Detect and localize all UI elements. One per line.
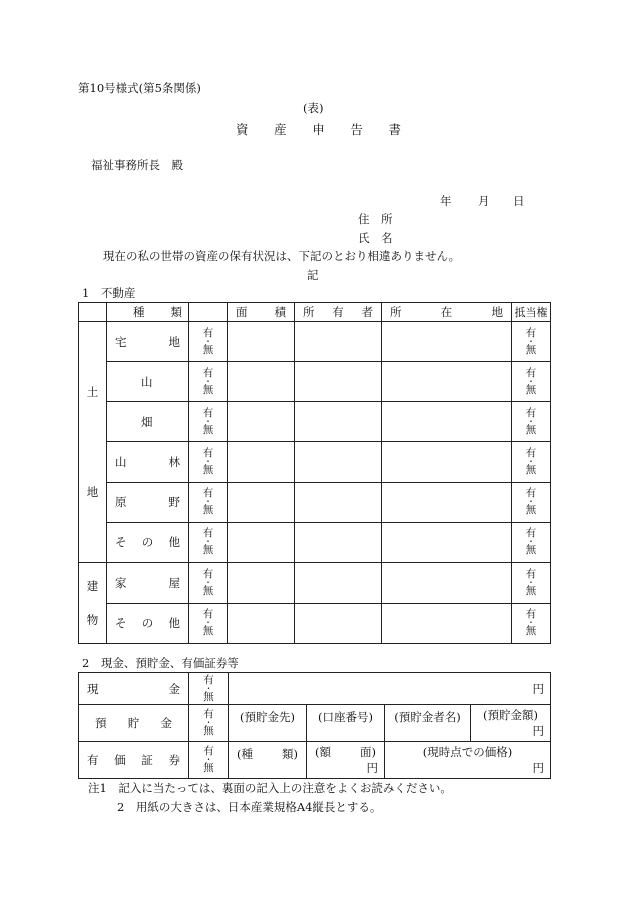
location-input[interactable] — [382, 322, 512, 362]
table-row — [79, 322, 551, 362]
section-money-heading: 2 現金、預貯金、有価証券等 — [82, 656, 239, 670]
kind-cell: 家 屋 — [107, 563, 189, 604]
area-input[interactable] — [228, 603, 295, 644]
mortgage-yes-no-toggle[interactable]: 有 ・ 無 — [512, 362, 551, 402]
title-char: 告 — [350, 122, 363, 137]
group-building-label: 建 物 — [79, 563, 107, 644]
mortgage-yes-no-toggle[interactable]: 有 ・ 無 — [512, 603, 551, 644]
yes-no-toggle[interactable]: 有 ・ 無 — [189, 482, 228, 522]
securities-label: 有 価 証 券 — [79, 742, 189, 779]
securities-current-value-input[interactable]: (現時点での価格) 円 — [385, 742, 551, 779]
owner-input[interactable] — [295, 482, 382, 522]
location-input[interactable] — [382, 362, 512, 402]
yes-no-toggle[interactable]: 有 ・ 無 — [189, 673, 229, 705]
date-month-label: 月 — [478, 194, 490, 208]
money-table — [78, 672, 551, 779]
mortgage-yes-no-toggle[interactable]: 有 ・ 無 — [512, 522, 551, 562]
header-kind: 種 類 — [107, 303, 189, 322]
table-row — [79, 442, 551, 482]
kind-cell: そ の 他 — [107, 603, 189, 644]
owner-input[interactable] — [295, 362, 382, 402]
table-row-cash — [79, 673, 551, 705]
name-label: 氏 名 — [358, 231, 393, 245]
yes-no-toggle[interactable]: 有 ・ 無 — [189, 705, 229, 742]
location-input[interactable] — [382, 442, 512, 482]
header-area: 面 積 — [228, 303, 295, 322]
table-row-securities — [79, 742, 551, 779]
location-input[interactable] — [382, 402, 512, 442]
owner-input[interactable] — [295, 322, 382, 362]
mortgage-yes-no-toggle[interactable]: 有 ・ 無 — [512, 322, 551, 362]
title-char: 書 — [388, 122, 401, 137]
owner-input[interactable] — [295, 563, 382, 604]
note-1: 注1 記入に当たっては、裏面の記入上の注意をよくお読みください。 — [88, 781, 452, 795]
location-input[interactable] — [382, 603, 512, 644]
yen-unit: 円 — [532, 681, 544, 696]
note-2: 2 用紙の大きさは、日本産業規格A4縦長とする。 — [117, 800, 382, 814]
table-header-row — [79, 303, 551, 322]
owner-input[interactable] — [295, 402, 382, 442]
kind-cell: 宅 地 — [107, 322, 189, 362]
declaration-text: 現在の私の世帯の資産の保有状況は、下記のとおり相違ありません。 — [103, 249, 461, 263]
owner-input[interactable] — [295, 442, 382, 482]
securities-face-value-input[interactable]: (額 面) 円 — [307, 742, 385, 779]
table-row — [79, 522, 551, 562]
area-input[interactable] — [228, 563, 295, 604]
kind-cell: 山 — [107, 362, 189, 402]
yes-no-toggle[interactable]: 有 ・ 無 — [189, 563, 228, 604]
securities-kind-input[interactable]: (種 類) — [229, 742, 307, 779]
group-land-label: 土 地 — [79, 322, 107, 563]
table-row — [79, 362, 551, 402]
savings-account-number-input[interactable]: (口座番号) — [307, 705, 385, 742]
header-owner: 所 有 者 — [295, 303, 382, 322]
kind-cell: 畑 — [107, 402, 189, 442]
mortgage-yes-no-toggle[interactable]: 有 ・ 無 — [512, 402, 551, 442]
owner-input[interactable] — [295, 603, 382, 644]
table-row — [79, 482, 551, 522]
kind-cell: そ の 他 — [107, 522, 189, 562]
savings-label: 預 貯 金 — [79, 705, 189, 742]
savings-amount-input[interactable]: (預貯金額) 円 — [471, 705, 551, 742]
mortgage-yes-no-toggle[interactable]: 有 ・ 無 — [512, 563, 551, 604]
area-input[interactable] — [228, 322, 295, 362]
date-day-label: 日 — [513, 194, 525, 208]
cash-label: 現 金 — [79, 673, 189, 705]
area-input[interactable] — [228, 442, 295, 482]
title-char: 産 — [274, 122, 287, 137]
location-input[interactable] — [382, 563, 512, 604]
kind-cell: 原 野 — [107, 482, 189, 522]
mortgage-yes-no-toggle[interactable]: 有 ・ 無 — [512, 442, 551, 482]
location-input[interactable] — [382, 482, 512, 522]
date-year-label: 年 — [440, 194, 452, 208]
table-row — [79, 603, 551, 644]
yes-no-toggle[interactable]: 有 ・ 無 — [189, 742, 229, 779]
area-input[interactable] — [228, 362, 295, 402]
table-row — [79, 563, 551, 604]
area-input[interactable] — [228, 522, 295, 562]
header-mortgage: 抵当権 — [512, 303, 551, 322]
form-number: 第10号様式(第5条関係) — [78, 81, 201, 95]
table-row-savings — [79, 705, 551, 742]
title-char: 申 — [312, 122, 325, 137]
table-row — [79, 402, 551, 442]
yes-no-toggle[interactable]: 有 ・ 無 — [189, 322, 228, 362]
addressee: 福祉事務所長 殿 — [91, 158, 183, 172]
savings-holder-input[interactable]: (預貯金者名) — [385, 705, 471, 742]
kind-cell: 山 林 — [107, 442, 189, 482]
yes-no-toggle[interactable]: 有 ・ 無 — [189, 522, 228, 562]
realestate-table — [78, 302, 551, 644]
owner-input[interactable] — [295, 522, 382, 562]
yes-no-toggle[interactable]: 有 ・ 無 — [189, 362, 228, 402]
cash-amount-input[interactable] — [229, 673, 551, 705]
document-title — [236, 120, 401, 138]
area-input[interactable] — [228, 402, 295, 442]
savings-bank-input[interactable]: (預貯金先) — [229, 705, 307, 742]
header-location: 所 在 地 — [382, 303, 512, 322]
address-label: 住 所 — [358, 212, 393, 226]
yes-no-toggle[interactable]: 有 ・ 無 — [189, 442, 228, 482]
yes-no-toggle[interactable]: 有 ・ 無 — [189, 402, 228, 442]
mortgage-yes-no-toggle[interactable]: 有 ・ 無 — [512, 482, 551, 522]
area-input[interactable] — [228, 482, 295, 522]
title-char: 資 — [236, 122, 249, 137]
location-input[interactable] — [382, 522, 512, 562]
section-realestate-heading: 1 不動産 — [82, 286, 136, 300]
header-blank-cell — [79, 303, 107, 322]
front-side-label: (表) — [303, 101, 324, 115]
header-yesno-blank — [189, 303, 228, 322]
ki-label: 記 — [307, 268, 319, 282]
yes-no-toggle[interactable]: 有 ・ 無 — [189, 603, 228, 644]
